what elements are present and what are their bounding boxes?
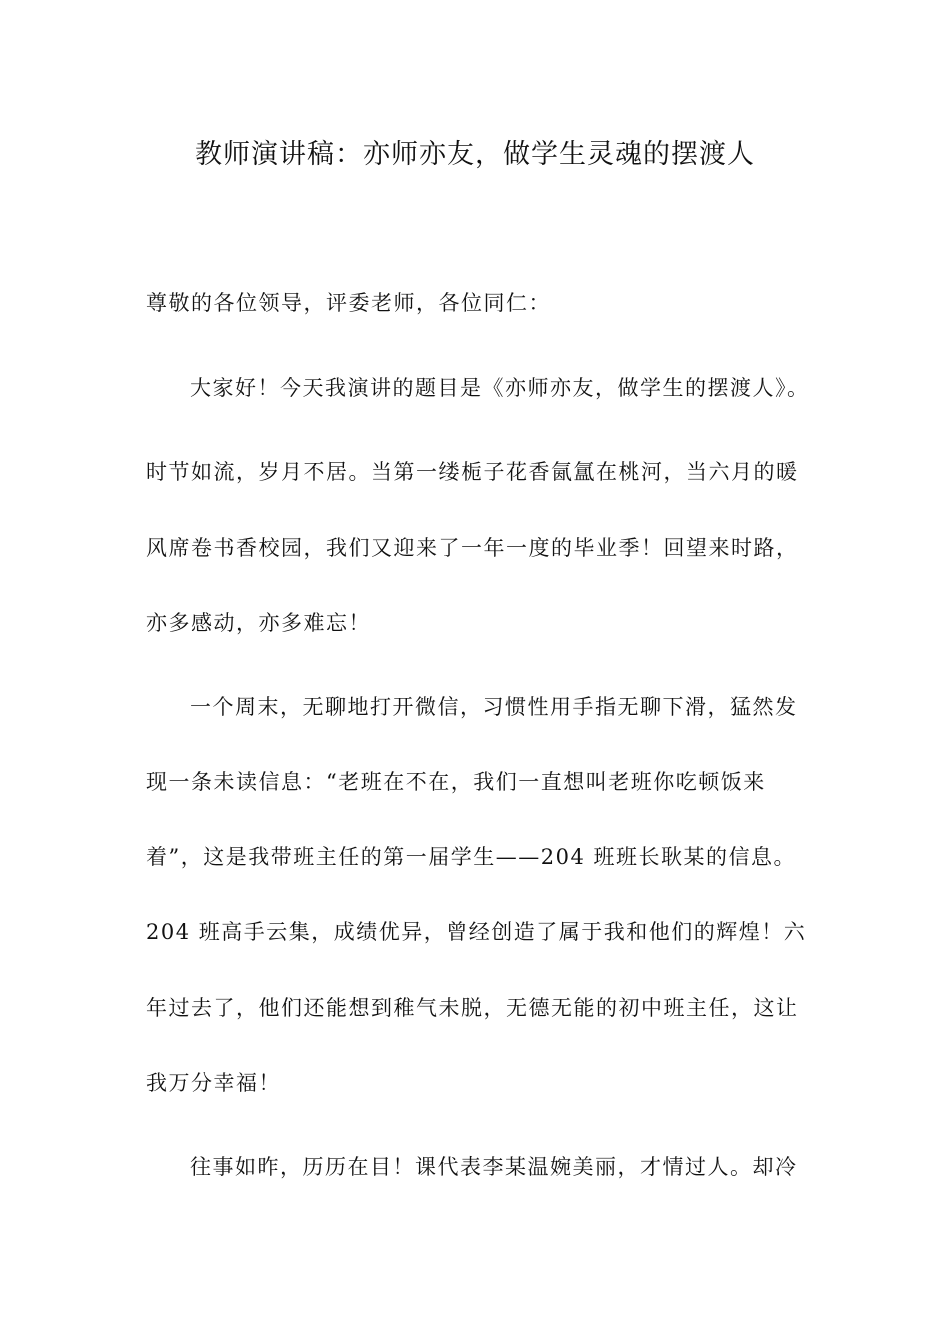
paragraph-line: 时节如流，岁月不居。当第一缕栀子花香氤氲在桃河，当六月的暖 (146, 460, 799, 484)
paragraph-line: 风席卷书香校园，我们又迎来了一年一度的毕业季！回望来时路， (146, 536, 799, 560)
paragraph-line: 一个周末，无聊地打开微信，习惯性用手指无聊下滑，猛然发 (190, 695, 798, 719)
paragraph-line: 大家好！今天我演讲的题目是《亦师亦友，做学生的摆渡人》。 (190, 376, 810, 400)
paragraph-line: 204 班高手云集，成绩优异，曾经创造了属于我和他们的辉煌！六 (146, 920, 807, 944)
paragraph-line: 我万分幸福！ (146, 1071, 281, 1095)
paragraph-line: 往事如昨，历历在目！课代表李某温婉美丽，才情过人。却冷 (190, 1155, 798, 1179)
paragraph-line: 年过去了，他们还能想到稚气未脱，无德无能的初中班主任，这让 (146, 996, 799, 1020)
document-title: 教师演讲稿：亦师亦友，做学生灵魂的摆渡人 (195, 139, 755, 170)
paragraph-line: 现一条未读信息：“老班在不在，我们一直想叫老班你吃顿饭来 (146, 770, 766, 794)
paragraph-line: 着”，这是我带班主任的第一届学生——204 班班长耿某的信息。 (146, 845, 796, 869)
salutation-line: 尊敬的各位领导，评委老师，各位同仁： (146, 291, 551, 315)
paragraph-line: 亦多感动，亦多难忘！ (146, 611, 371, 635)
